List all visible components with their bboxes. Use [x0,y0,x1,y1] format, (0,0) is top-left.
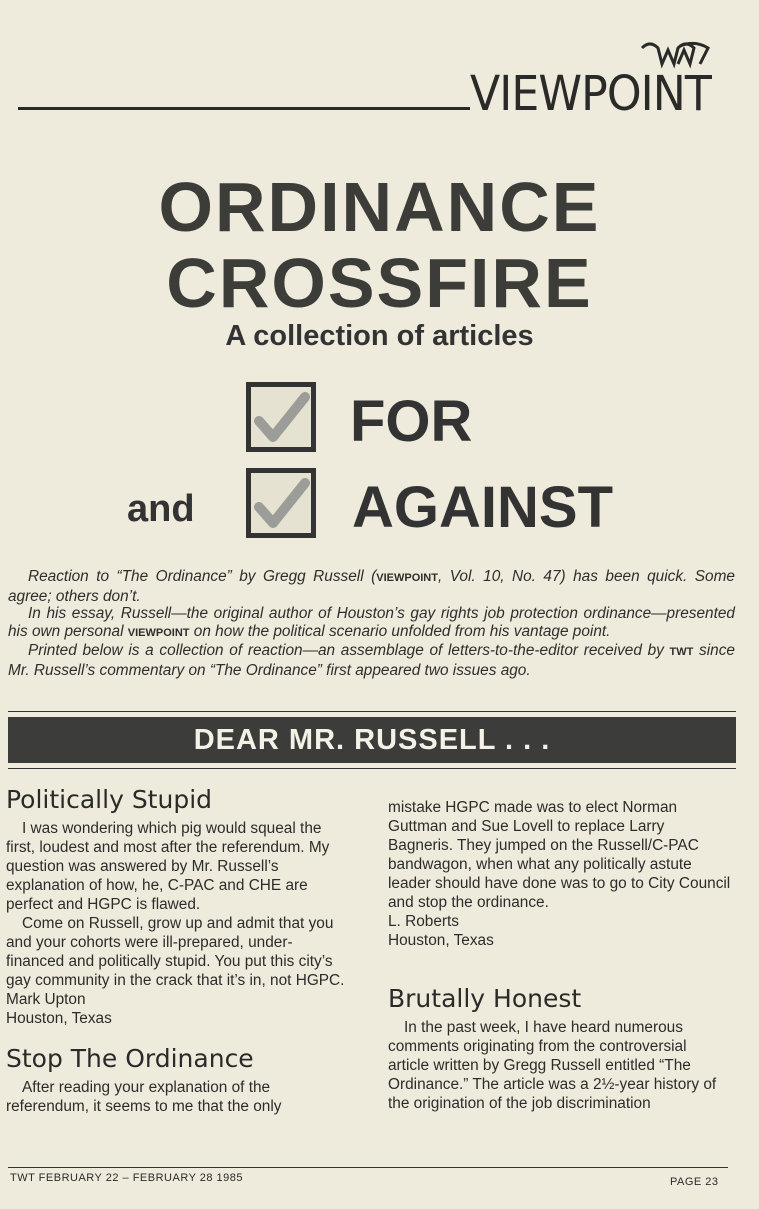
intro-paragraph [8,568,735,605]
letter-title: Brutally Honest [388,984,582,1013]
letter-title: Stop The Ordinance [6,1044,254,1073]
letter-paragraph: In the past week, I have heard numerous comments originating from the controversial article written by Gregg Russell entitled “The Ordinance.” The article was a 2½-year history of the origination of the job discrimination [388,1019,717,1112]
intro [8,568,735,680]
letter-paragraph: mistake HGPC made was to elect Norman Guttman and Sue Lovell to replace Larry Bagneris. They jumped on the Russell/C-PAC bandwagon, when what any politically astute leader should have done was to go to City Council and stop the ordinance. [388,799,731,911]
intro-smallcaps: VIEWPOINT [127,626,190,639]
checkbox-against-icon [246,468,316,538]
letter-author: L. Roberts [388,913,460,930]
headline-line-2: CROSSFIRE [166,244,593,322]
intro-text: since Mr. Russell’s commentary on “The Ordinance” first appeared two issues ago. [8,642,735,679]
intro-text: Reaction to “The Ordinance” by Gregg Russell ( [28,568,377,585]
section-title: VIEWPOINT [470,66,711,122]
for-label: FOR [350,389,473,454]
letter-location: Houston, Texas [6,1010,112,1027]
intro-paragraph [8,642,735,679]
letter-paragraph: After reading your explanation of the referendum, it seems to me that the only [6,1079,282,1115]
left-column [6,785,349,1116]
footer-rule [8,1167,728,1168]
letter-paragraph: I was wondering which pig would squeal the first, loudest and most after the referendum. My question was answered by Mr. Russell’s explanation of how, he, C-PAC and CHE are perfect and HGPC is flawed. [6,820,330,913]
intro-smallcaps: VIEWPOINT [376,572,438,584]
header-rule [18,107,470,110]
and-label: and [127,488,195,530]
intro-text: on how the political scenario unfolded from his vantage point. [189,622,611,640]
subtitle: A collection of articles [225,320,534,352]
footer-issue-date: TWT FEBRUARY 22 – FEBRUARY 28 1985 [10,1172,244,1184]
intro-text: Printed below is a collection of reaction—an assemblage of letters-to-the-editor received by [28,642,670,660]
intro-smallcaps: TWT [669,646,694,659]
page-number: PAGE 23 [670,1176,719,1188]
section-banner: DEAR MR. RUSSELL . . . [8,717,736,763]
letter-location: Houston, Texas [388,932,494,949]
banner-rule-bottom [8,768,736,769]
headline-line-1: ORDINANCE [158,168,601,246]
letter-title: Politically Stupid [6,785,213,814]
letter-author: Mark Upton [6,991,86,1008]
banner-rule-top [8,711,736,712]
intro-text: In his essay, Russell—the original author of Houston’s gay rights job protection ordinance—presented his own personal [8,605,735,640]
right-column [388,798,731,1113]
intro-text: , Vol. 10, No. 47) has been quick. Some agree; others don’t. [8,568,735,605]
against-label: AGAINST [352,475,613,540]
checkbox-for-icon [246,382,316,452]
intro-paragraph [8,605,735,642]
letter-paragraph: Come on Russell, grow up and admit that you and your cohorts were ill-prepared, under-financed and politically stupid. You put this city’s gay community in the crack that it’s in, not HGPC. [6,915,345,989]
